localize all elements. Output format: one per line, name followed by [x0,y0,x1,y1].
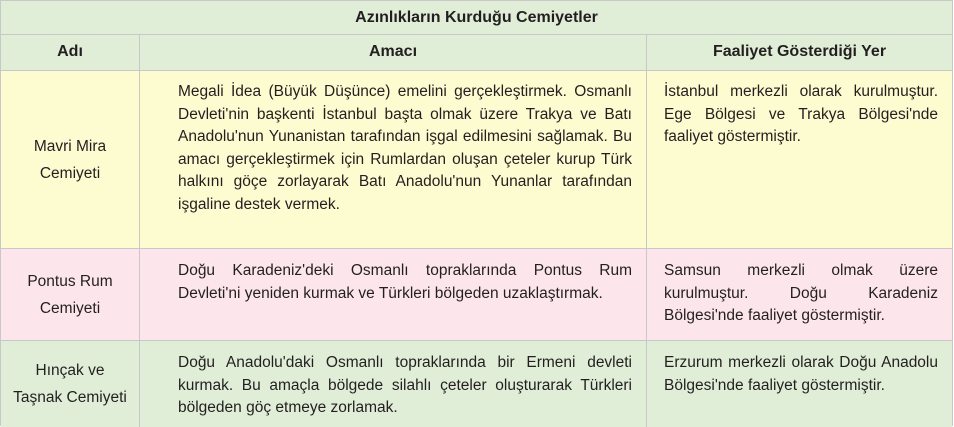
organization-name [1,341,140,427]
organization-name [1,71,140,248]
table-title: Azınlıkların Kurduğu Cemiyetler [1,1,952,35]
column-header-name: Adı [1,35,140,70]
column-header-place: Faaliyet Gösterdiği Yer [712,43,887,61]
organization-purpose: Doğu Anadolu'daki Osmanlı topraklarında bir Ermeni devleti kurmak. Bu amaçla bölgede silahlı çeteler oluşturarak Türkleri bölgeden göç etmeye zorlamak. [140,341,647,427]
organization-place: Erzurum merkezli olarak Doğu Anadolu Bölgesi'nde faaliyet göstermiştir. [664,354,938,394]
organization-place: Samsun merkezli olmak üzere kurulmuştur. Doğu Karadeniz Bölgesi'nde faaliyet göstermiştir. [664,262,938,324]
organization-purpose: Doğu Karadeniz'deki Osmanlı topraklarında Pontus Rum Devleti'ni yeniden kurmak ve Türkleri bölgeden uzaklaştırmak. [140,249,647,340]
column-header-purpose: Amacı [140,35,647,70]
organization-name-text: Pontus Rum Cemiyeti [27,272,113,317]
organization-purpose: Megali İdea (Büyük Düşünce) emelini gerçekleştirmek. Osmanlı Devleti'nin başkenti İstanbul başta olmak üzere Trakya ve Batı Anadolu'nun Yunanistan tarafından işgal edilmesini sağlamak. Bu amacı gerçekleştirmek için Rumlardan oluşan çeteler kurup Türk halkını göçe zorlayarak Batı Anadolu'nun Yunanlar tarafından işgaline destek vermek. [140,71,647,248]
table-row [1,341,952,427]
table-row [1,249,952,341]
table-row [1,71,952,249]
organization-place: İstanbul merkezli olarak kurulmuştur. Ege Bölgesi ve Trakya Bölgesi'nde faaliyet göstermiştir. [664,83,938,145]
organization-name-text: Mavri Mira Cemiyeti [33,137,107,182]
organization-name-text: Hınçak ve Taşnak Cemiyeti [13,362,127,406]
header-row [1,35,952,71]
organization-name [1,249,140,340]
